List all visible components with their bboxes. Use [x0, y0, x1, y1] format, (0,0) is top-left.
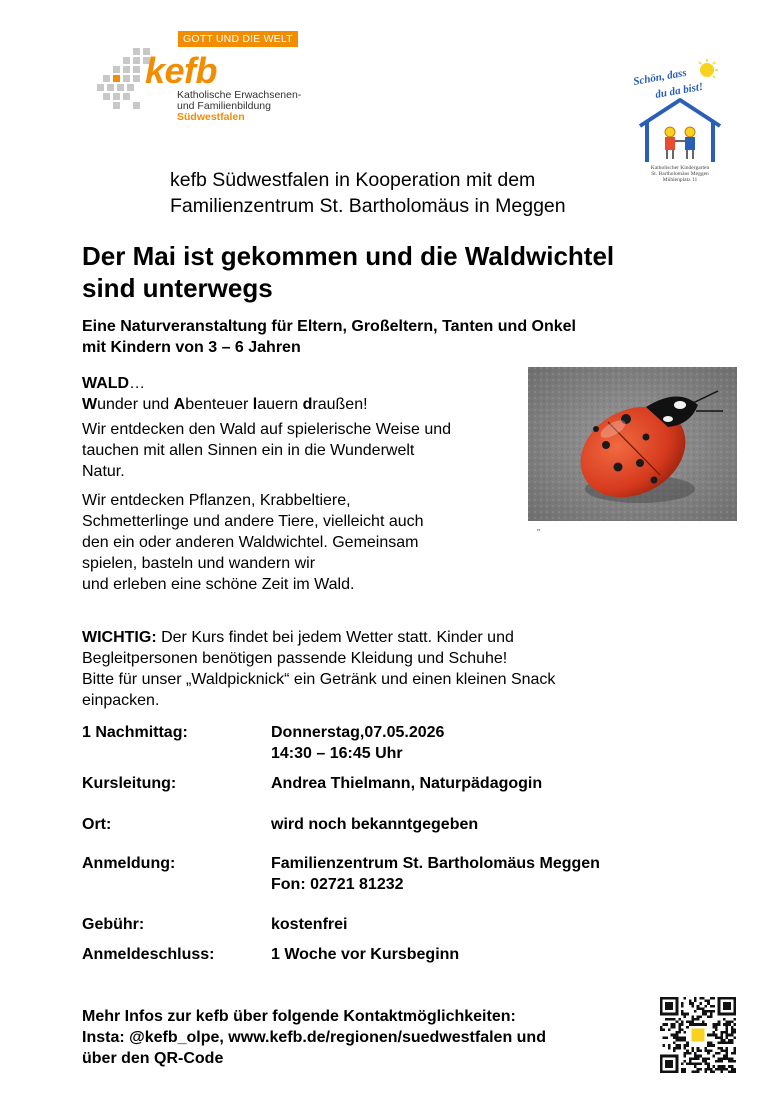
- page-title: [82, 240, 722, 304]
- important-notice: [82, 627, 682, 711]
- footer-line-1: Mehr Infos zur kefb über folgende Kontaktmöglichkeiten:: [82, 1008, 516, 1025]
- paragraph-2-line: spielen, basteln und wandern wir: [82, 555, 316, 572]
- paragraph-2-line: Schmetterlinge und andere Tiere, vielleicht auch: [82, 513, 424, 530]
- info-value-time: 14:30 – 16:45 Uhr: [271, 745, 403, 762]
- important-line: einpacken.: [82, 692, 160, 709]
- footer-line-3: über den QR-Code: [82, 1050, 224, 1067]
- photo-caption: „: [537, 522, 540, 532]
- info-value-gebuehr: kostenfrei: [271, 916, 348, 933]
- info-label-anmeldung: Anmeldung:: [82, 855, 176, 872]
- paragraph-1: [82, 419, 451, 482]
- subtitle-line-1: Eine Naturveranstaltung für Eltern, Großeltern, Tanten und Onkel: [82, 318, 576, 335]
- logo-line-1: Katholische Erwachsenen-: [177, 89, 302, 101]
- logo-banner: GOTT UND DIE WELT: [178, 31, 298, 47]
- intro-line-1: kefb Südwestfalen in Kooperation mit dem: [170, 169, 536, 191]
- info-value-kursleitung: Andrea Thielmann, Naturpädagogin: [271, 775, 543, 792]
- paragraph-2-line: und erleben eine schöne Zeit im Wald.: [82, 576, 355, 593]
- info-label-anmeldeschluss: Anmeldeschluss:: [82, 946, 215, 963]
- info-label-gebuehr: Gebühr:: [82, 916, 145, 933]
- info-label-nachmittag: 1 Nachmittag:: [82, 724, 188, 741]
- paragraph-1-line: Natur.: [82, 463, 125, 480]
- title-line-1: Der Mai ist gekommen und die Waldwichtel: [82, 241, 615, 271]
- wald-heading-word: WALD: [82, 375, 130, 392]
- important-label: WICHTIG:: [82, 629, 157, 646]
- kindergarten-house-icon: [630, 58, 730, 163]
- important-line: Bitte für unser „Waldpicknick“ ein Getränk und einen kleinen Snack: [82, 671, 556, 688]
- paragraph-1-line: tauchen mit allen Sinnen ein in die Wunderwelt: [82, 442, 415, 459]
- ladybug-photo: [528, 367, 737, 521]
- info-value-date: Donnerstag,07.05.2026: [271, 724, 445, 741]
- qr-code-icon[interactable]: [660, 997, 736, 1073]
- logo-line-2: und Familienbildung: [177, 100, 271, 112]
- footer-line-2: Insta: @kefb_olpe, www.kefb.de/regionen/suedwestfalen und: [82, 1029, 546, 1046]
- acrostic-rest-l: auern: [257, 396, 303, 413]
- kita-name-line-2: St. Bartholomäus Meggen: [651, 171, 709, 177]
- kefb-logo: [95, 28, 315, 133]
- info-value-anmeldung: Familienzentrum St. Bartholomäus Meggen: [271, 855, 600, 872]
- info-value-anmeldeschluss: 1 Woche vor Kursbeginn: [271, 946, 460, 963]
- wald-acrostic: [82, 394, 368, 415]
- intro-text: [170, 167, 566, 219]
- info-value-ort: wird noch bekanntgegeben: [271, 816, 479, 833]
- important-line-1: Der Kurs findet bei jedem Wetter statt. Kinder und: [156, 629, 514, 646]
- logo-region: Südwestfalen: [177, 111, 245, 123]
- wald-heading-ellipsis: …: [129, 375, 146, 392]
- kita-name-line-1: Katholischer Kindergarten: [650, 165, 710, 171]
- wald-heading: [82, 373, 145, 394]
- info-label-ort: Ort:: [82, 816, 112, 833]
- acrostic-initial-d: d: [302, 396, 313, 413]
- acrostic-initial-w: W: [82, 396, 98, 413]
- acrostic-rest-w: under und: [97, 396, 174, 413]
- logo-wordmark: kefb: [145, 50, 218, 91]
- paragraph-1-line: Wir entdecken den Wald auf spielerische Weise und: [82, 421, 452, 438]
- info-label-kursleitung: Kursleitung:: [82, 775, 177, 792]
- acrostic-rest-a: benteuer: [185, 396, 253, 413]
- important-line: Begleitpersonen benötigen passende Kleidung und Schuhe!: [82, 650, 508, 667]
- paragraph-2-line: Wir entdecken Pflanzen, Krabbeltiere,: [82, 492, 351, 509]
- acrostic-initial-l: l: [252, 396, 258, 413]
- subtitle: [82, 316, 702, 358]
- kita-address: Mühlenplatz 11: [662, 177, 698, 183]
- paragraph-2-line: den ein oder anderen Waldwichtel. Gemeinsam: [82, 534, 419, 551]
- info-value-phone: Fon: 02721 81232: [271, 876, 404, 893]
- footer-contact: [82, 1006, 642, 1069]
- kindergarten-logo: [630, 58, 730, 183]
- acrostic-rest-d: raußen!: [312, 396, 368, 413]
- intro-line-2: Familienzentrum St. Bartholomäus in Meggen: [170, 195, 566, 217]
- paragraph-2: [82, 490, 424, 595]
- kita-slogan-2: du da bist!: [654, 80, 705, 101]
- kita-slogan-1: Schön, dass: [632, 66, 688, 88]
- acrostic-initial-a: A: [173, 396, 186, 413]
- subtitle-line-2: mit Kindern von 3 – 6 Jahren: [82, 339, 301, 356]
- title-line-2: sind unterwegs: [82, 273, 273, 303]
